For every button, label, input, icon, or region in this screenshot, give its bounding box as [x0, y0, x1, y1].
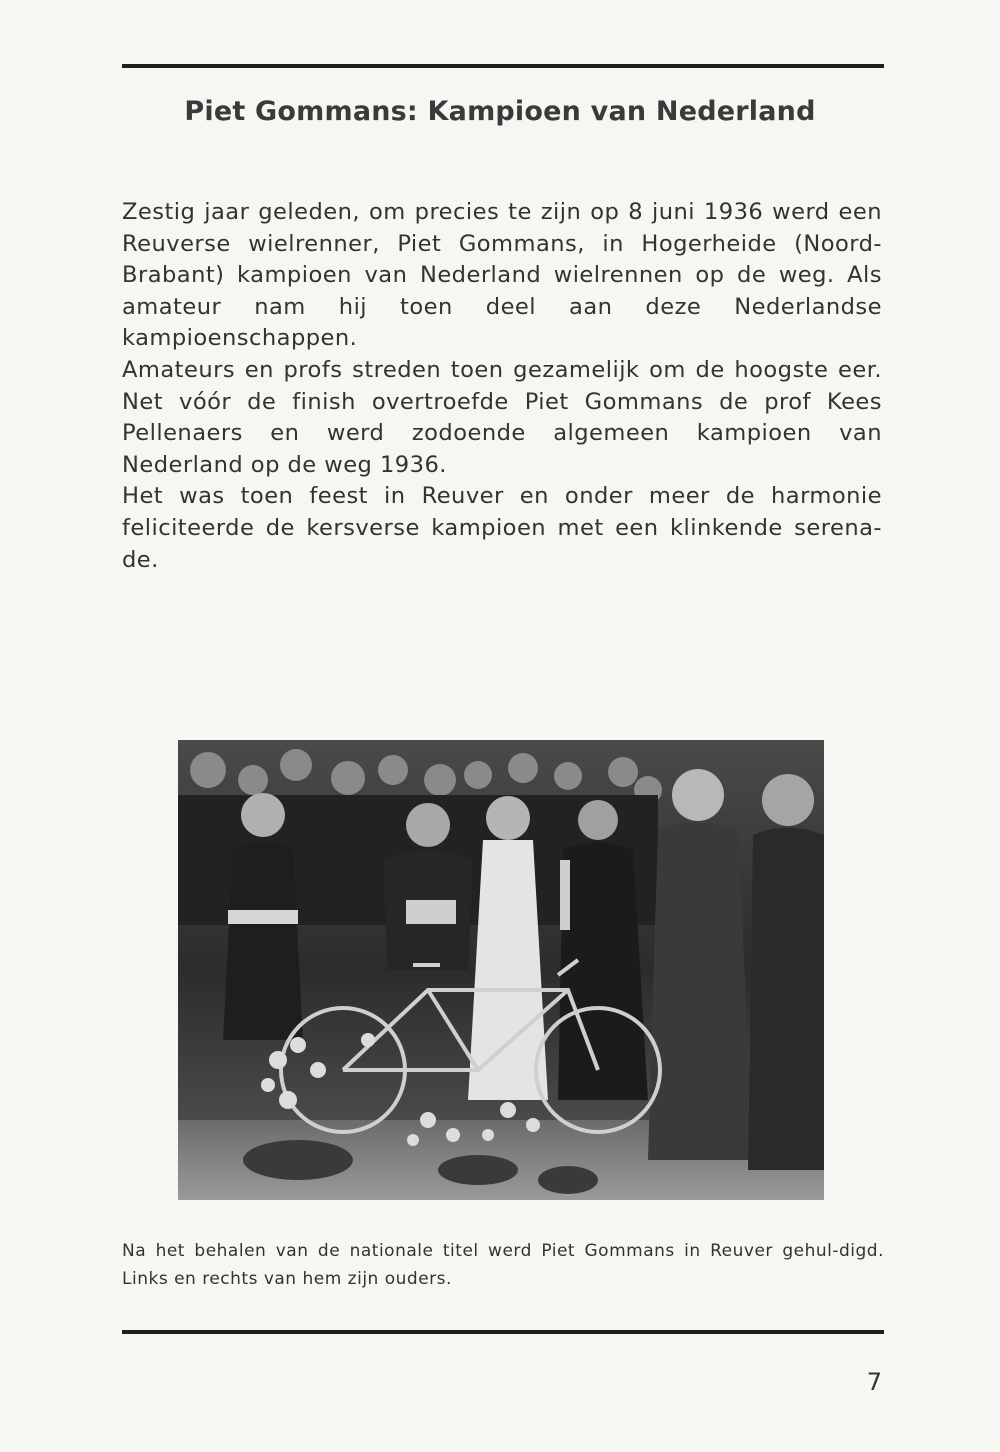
- photo-caption: Na het behalen van de nationale titel werd Piet Gommans in Reuver gehul-digd. Links en rechts van hem zijn ouders.: [122, 1241, 884, 1289]
- paragraph-1: Zestig jaar geleden, om precies te zijn op 8 juni 1936 werd een Reuverse wielrenner, Piet Gommans, in Hogerheide (Noord-Brabant) kampioen van Nederland wielrennen op de weg. Als amateur nam hij toen deel aan deze Nederlandse kampioenschappen.: [122, 199, 882, 352]
- page-title: Piet Gommans: Kampioen van Nederland: [184, 96, 816, 127]
- historic-photo: [178, 740, 824, 1200]
- page-number: 7: [866, 1368, 882, 1396]
- paragraph-2: Amateurs en profs streden toen gezamelijk om de hoogste eer. Net vóór de finish overtroefde Piet Gommans de prof Kees Pellenaers en werd zodoende algemeen kampioen van Nederland op de weg 1936.: [122, 356, 882, 478]
- article-body: [122, 197, 882, 576]
- top-rule: [122, 64, 884, 68]
- bottom-rule: [122, 1330, 884, 1334]
- photo-illustration: [178, 740, 824, 1200]
- paragraph-3: Het was toen feest in Reuver en onder meer de harmonie feliciteerde de kersverse kampioen met een klinkende serena-de.: [122, 483, 882, 573]
